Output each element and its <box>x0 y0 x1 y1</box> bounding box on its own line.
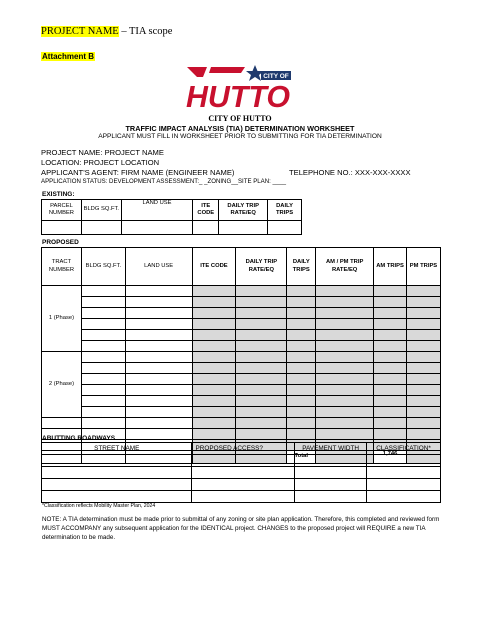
proposed-cell[interactable] <box>125 341 192 352</box>
road-cell[interactable] <box>42 467 192 479</box>
proposed-cell[interactable] <box>407 341 441 352</box>
proposed-cell[interactable] <box>236 297 287 308</box>
worksheet-subtitle: APPLICANT MUST FILL IN WORKSHEET PRIOR TO SUBMITTING FOR TIA DETERMINATION <box>98 133 382 140</box>
proposed-row <box>42 330 441 341</box>
proposed-cell[interactable] <box>125 363 192 374</box>
proposed-cell[interactable] <box>316 418 374 429</box>
existing-table <box>41 199 302 235</box>
classification-footnote: *Classification reflects Mobility Master Plan, 2024 <box>42 503 156 509</box>
proposed-cell[interactable] <box>125 407 192 418</box>
proposed-col-am-trips: AM TRIPS <box>374 248 407 286</box>
proposed-cell[interactable] <box>81 352 125 363</box>
proposed-cell[interactable] <box>374 319 407 330</box>
city-of-hutto-logo <box>183 63 295 111</box>
proposed-cell[interactable] <box>374 297 407 308</box>
proposed-cell[interactable] <box>192 374 236 385</box>
proposed-cell[interactable] <box>374 330 407 341</box>
proposed-cell[interactable] <box>81 363 125 374</box>
proposed-cell[interactable] <box>287 407 316 418</box>
road-row <box>42 491 441 503</box>
abutting-roadways-table <box>41 442 441 503</box>
proposed-col-bldg-sqft: BLDG SQ.FT. <box>81 248 125 286</box>
proposed-cell[interactable] <box>192 308 236 319</box>
proposed-cell[interactable] <box>316 407 374 418</box>
proposed-cell[interactable] <box>316 297 374 308</box>
proposed-cell[interactable] <box>81 418 125 429</box>
proposed-col-daily-trip-rate: DAILY TRIP RATE/EQ <box>236 248 287 286</box>
proposed-cell[interactable] <box>125 330 192 341</box>
proposed-cell[interactable] <box>192 319 236 330</box>
proposed-cell[interactable] <box>316 429 374 440</box>
proposed-cell[interactable] <box>407 308 441 319</box>
proposed-cell[interactable] <box>287 319 316 330</box>
road-row <box>42 455 441 467</box>
proposed-cell[interactable] <box>192 330 236 341</box>
proposed-cell[interactable] <box>316 341 374 352</box>
proposed-cell[interactable] <box>81 396 125 407</box>
proposed-cell[interactable] <box>236 330 287 341</box>
proposed-cell[interactable] <box>374 308 407 319</box>
proposed-col-pm-trips: PM TRIPS <box>407 248 441 286</box>
proposed-cell[interactable] <box>287 374 316 385</box>
proposed-cell[interactable] <box>192 396 236 407</box>
proposed-section-label: PROPOSED <box>42 239 79 246</box>
abutting-section-label: ABUTTING ROADWAYS <box>42 435 116 442</box>
road-col-street-name: STREET NAME <box>42 443 192 455</box>
proposed-cell[interactable] <box>374 352 407 363</box>
proposed-cell[interactable] <box>192 407 236 418</box>
proposed-cell[interactable] <box>374 286 407 297</box>
proposed-col-daily-trips: DAILY TRIPS <box>287 248 316 286</box>
proposed-row <box>42 396 441 407</box>
proposed-cell[interactable] <box>287 418 316 429</box>
application-status-field: APPLICATION STATUS: DEVELOPMENT ASSESSMENT:_ _ZONING__SITE PLAN: ____ <box>41 178 287 185</box>
proposed-cell[interactable] <box>316 363 374 374</box>
applicant-agent-field: APPLICANT'S AGENT: FIRM NAME (ENGINEER NAME) <box>41 168 235 177</box>
proposed-cell[interactable] <box>407 363 441 374</box>
road-cell[interactable] <box>295 455 367 467</box>
proposed-cell[interactable] <box>407 429 441 440</box>
proposed-cell[interactable] <box>407 385 441 396</box>
proposed-cell[interactable] <box>287 341 316 352</box>
worksheet-title: TRAFFIC IMPACT ANALYSIS (TIA) DETERMINATION WORKSHEET <box>125 124 355 133</box>
existing-cell[interactable] <box>193 221 219 235</box>
proposed-cell[interactable] <box>236 319 287 330</box>
road-cell[interactable] <box>367 467 441 479</box>
proposed-cell[interactable] <box>236 374 287 385</box>
road-row <box>42 467 441 479</box>
proposed-row <box>42 319 441 330</box>
proposed-col-land-use: LAND USE <box>125 248 192 286</box>
proposed-col-ite-code: ITE CODE <box>192 248 236 286</box>
proposed-cell[interactable] <box>81 330 125 341</box>
total-label: Total <box>287 451 316 464</box>
proposed-cell[interactable] <box>287 363 316 374</box>
logo-hutto-wordmark: HUTTO <box>186 79 290 111</box>
city-name: CITY OF HUTTO <box>208 114 272 123</box>
road-cell[interactable] <box>42 491 192 503</box>
existing-cell[interactable] <box>219 221 268 235</box>
telephone-field: TELEPHONE NO.: XXX-XXX-XXXX <box>289 168 411 177</box>
proposed-cell[interactable] <box>192 363 236 374</box>
road-cell[interactable] <box>192 479 295 491</box>
proposed-cell[interactable] <box>374 396 407 407</box>
proposed-cell[interactable] <box>407 396 441 407</box>
road-cell[interactable] <box>42 455 192 467</box>
total-am-trips: 1,746 <box>374 451 407 464</box>
proposed-cell[interactable] <box>287 286 316 297</box>
proposed-cell[interactable] <box>236 352 287 363</box>
proposed-cell[interactable] <box>192 341 236 352</box>
road-cell[interactable] <box>295 491 367 503</box>
logo-city-of: CITY OF <box>263 73 289 80</box>
proposed-cell[interactable] <box>192 352 236 363</box>
proposed-cell[interactable] <box>374 341 407 352</box>
proposed-cell[interactable] <box>236 341 287 352</box>
proposed-row <box>42 418 441 429</box>
proposed-cell[interactable] <box>287 429 316 440</box>
proposed-cell[interactable] <box>374 418 407 429</box>
proposed-row <box>42 363 441 374</box>
proposed-cell[interactable] <box>236 429 287 440</box>
proposed-cell[interactable] <box>236 308 287 319</box>
proposed-cell[interactable] <box>125 308 192 319</box>
proposed-cell[interactable] <box>287 308 316 319</box>
road-cell[interactable] <box>295 467 367 479</box>
road-cell[interactable] <box>192 455 295 467</box>
proposed-row <box>42 407 441 418</box>
proposed-cell[interactable] <box>287 330 316 341</box>
proposed-cell[interactable] <box>287 297 316 308</box>
existing-col-daily-trip-rate: DAILY TRIP RATE/EQ <box>219 200 268 221</box>
road-col-proposed-access: PROPOSED ACCESS? <box>192 443 295 455</box>
existing-section-label: EXISTING: <box>42 191 75 198</box>
proposed-cell[interactable] <box>407 374 441 385</box>
existing-col-daily-trips: DAILY TRIPS <box>268 200 302 221</box>
proposed-cell[interactable] <box>316 385 374 396</box>
location-field: LOCATION: PROJECT LOCATION <box>41 158 160 167</box>
proposed-cell[interactable] <box>125 385 192 396</box>
proposed-cell[interactable] <box>407 330 441 341</box>
road-col-classification: CLASSIFICATION* <box>367 443 441 455</box>
project-scope-suffix: – TIA scope <box>118 26 173 37</box>
existing-col-ite-code: ITE CODE <box>193 200 219 221</box>
proposed-col-tract-number: TRACT NUMBER <box>42 248 82 286</box>
proposed-cell[interactable] <box>81 341 125 352</box>
proposed-cell[interactable] <box>192 286 236 297</box>
proposed-cell[interactable] <box>407 297 441 308</box>
proposed-cell[interactable] <box>236 363 287 374</box>
phase-1-label: 1 (Phase) <box>42 286 82 352</box>
proposed-cell[interactable] <box>316 319 374 330</box>
proposed-cell[interactable] <box>125 429 192 440</box>
attachment-label: Attachment B <box>42 52 95 61</box>
proposed-cell[interactable] <box>374 385 407 396</box>
proposed-cell[interactable] <box>407 407 441 418</box>
proposed-cell[interactable] <box>287 385 316 396</box>
existing-cell[interactable] <box>268 221 302 235</box>
proposed-cell[interactable] <box>192 418 236 429</box>
proposed-table <box>41 247 441 464</box>
proposed-cell[interactable] <box>374 363 407 374</box>
proposed-cell[interactable] <box>316 286 374 297</box>
proposed-cell[interactable] <box>316 330 374 341</box>
road-cell[interactable] <box>192 491 295 503</box>
proposed-cell[interactable] <box>125 297 192 308</box>
road-cell[interactable] <box>367 491 441 503</box>
proposed-cell[interactable] <box>407 319 441 330</box>
road-col-pavement-width: PAVEMENT WIDTH <box>295 443 367 455</box>
proposed-cell[interactable] <box>316 352 374 363</box>
proposed-cell[interactable] <box>407 286 441 297</box>
proposed-cell[interactable] <box>125 319 192 330</box>
proposed-cell[interactable] <box>192 429 236 440</box>
proposed-cell[interactable] <box>81 374 125 385</box>
proposed-row <box>42 297 441 308</box>
phase-2-label: 2 (Phase) <box>42 352 82 418</box>
proposed-col-am-pm-trip-rate: AM / PM TRIP RATE/EQ <box>316 248 374 286</box>
proposed-cell[interactable] <box>374 374 407 385</box>
proposed-cell[interactable] <box>316 396 374 407</box>
existing-col-parcel-number: PARCEL NUMBER <box>42 200 82 221</box>
tia-note: NOTE: A TIA determination must be made prior to submittal of any zoning or site plan application. Therefore, this completed and reviewed form MUST ACCOMPANY any subsequent application for the IDENTICAL project. CHANGES to the proposed project will REQUIRE a new TIA determination to be made. <box>42 516 440 542</box>
existing-cell[interactable] <box>81 221 121 235</box>
existing-cell[interactable] <box>42 221 82 235</box>
proposed-cell[interactable] <box>236 407 287 418</box>
proposed-cell[interactable] <box>125 374 192 385</box>
proposed-cell[interactable] <box>236 286 287 297</box>
road-cell[interactable] <box>42 479 192 491</box>
proposed-cell[interactable] <box>125 352 192 363</box>
proposed-cell[interactable] <box>125 396 192 407</box>
proposed-cell[interactable] <box>81 319 125 330</box>
proposed-cell[interactable] <box>374 407 407 418</box>
existing-col-land-use: LAND USE <box>121 200 193 221</box>
proposed-cell[interactable] <box>236 396 287 407</box>
proposed-cell[interactable] <box>125 418 192 429</box>
road-cell[interactable] <box>295 479 367 491</box>
proposed-cell[interactable] <box>81 407 125 418</box>
project-scope-header <box>41 26 172 37</box>
proposed-row <box>42 352 441 363</box>
proposed-cell[interactable] <box>192 385 236 396</box>
proposed-cell[interactable] <box>42 418 82 429</box>
existing-cell[interactable] <box>121 221 193 235</box>
proposed-cell[interactable] <box>287 396 316 407</box>
proposed-row <box>42 385 441 396</box>
proposed-row <box>42 374 441 385</box>
proposed-cell[interactable] <box>374 429 407 440</box>
proposed-cell[interactable] <box>316 374 374 385</box>
proposed-cell[interactable] <box>81 308 125 319</box>
road-cell[interactable] <box>367 455 441 467</box>
proposed-cell[interactable] <box>125 286 192 297</box>
proposed-cell[interactable] <box>407 352 441 363</box>
existing-col-bldg-sqft: BLDG SQ.FT. <box>81 200 121 221</box>
project-name-field: PROJECT NAME: PROJECT NAME <box>41 148 164 157</box>
project-name-highlight: PROJECT NAME <box>41 26 119 37</box>
proposed-row <box>42 341 441 352</box>
proposed-row <box>42 286 441 297</box>
road-cell[interactable] <box>367 479 441 491</box>
proposed-cell[interactable] <box>81 385 125 396</box>
proposed-cell[interactable] <box>236 385 287 396</box>
proposed-cell[interactable] <box>407 418 441 429</box>
proposed-cell[interactable] <box>81 286 125 297</box>
proposed-row <box>42 308 441 319</box>
proposed-cell[interactable] <box>236 418 287 429</box>
proposed-cell[interactable] <box>287 352 316 363</box>
proposed-cell[interactable] <box>192 297 236 308</box>
proposed-cell[interactable] <box>81 297 125 308</box>
proposed-cell[interactable] <box>316 308 374 319</box>
road-cell[interactable] <box>192 467 295 479</box>
road-row <box>42 479 441 491</box>
